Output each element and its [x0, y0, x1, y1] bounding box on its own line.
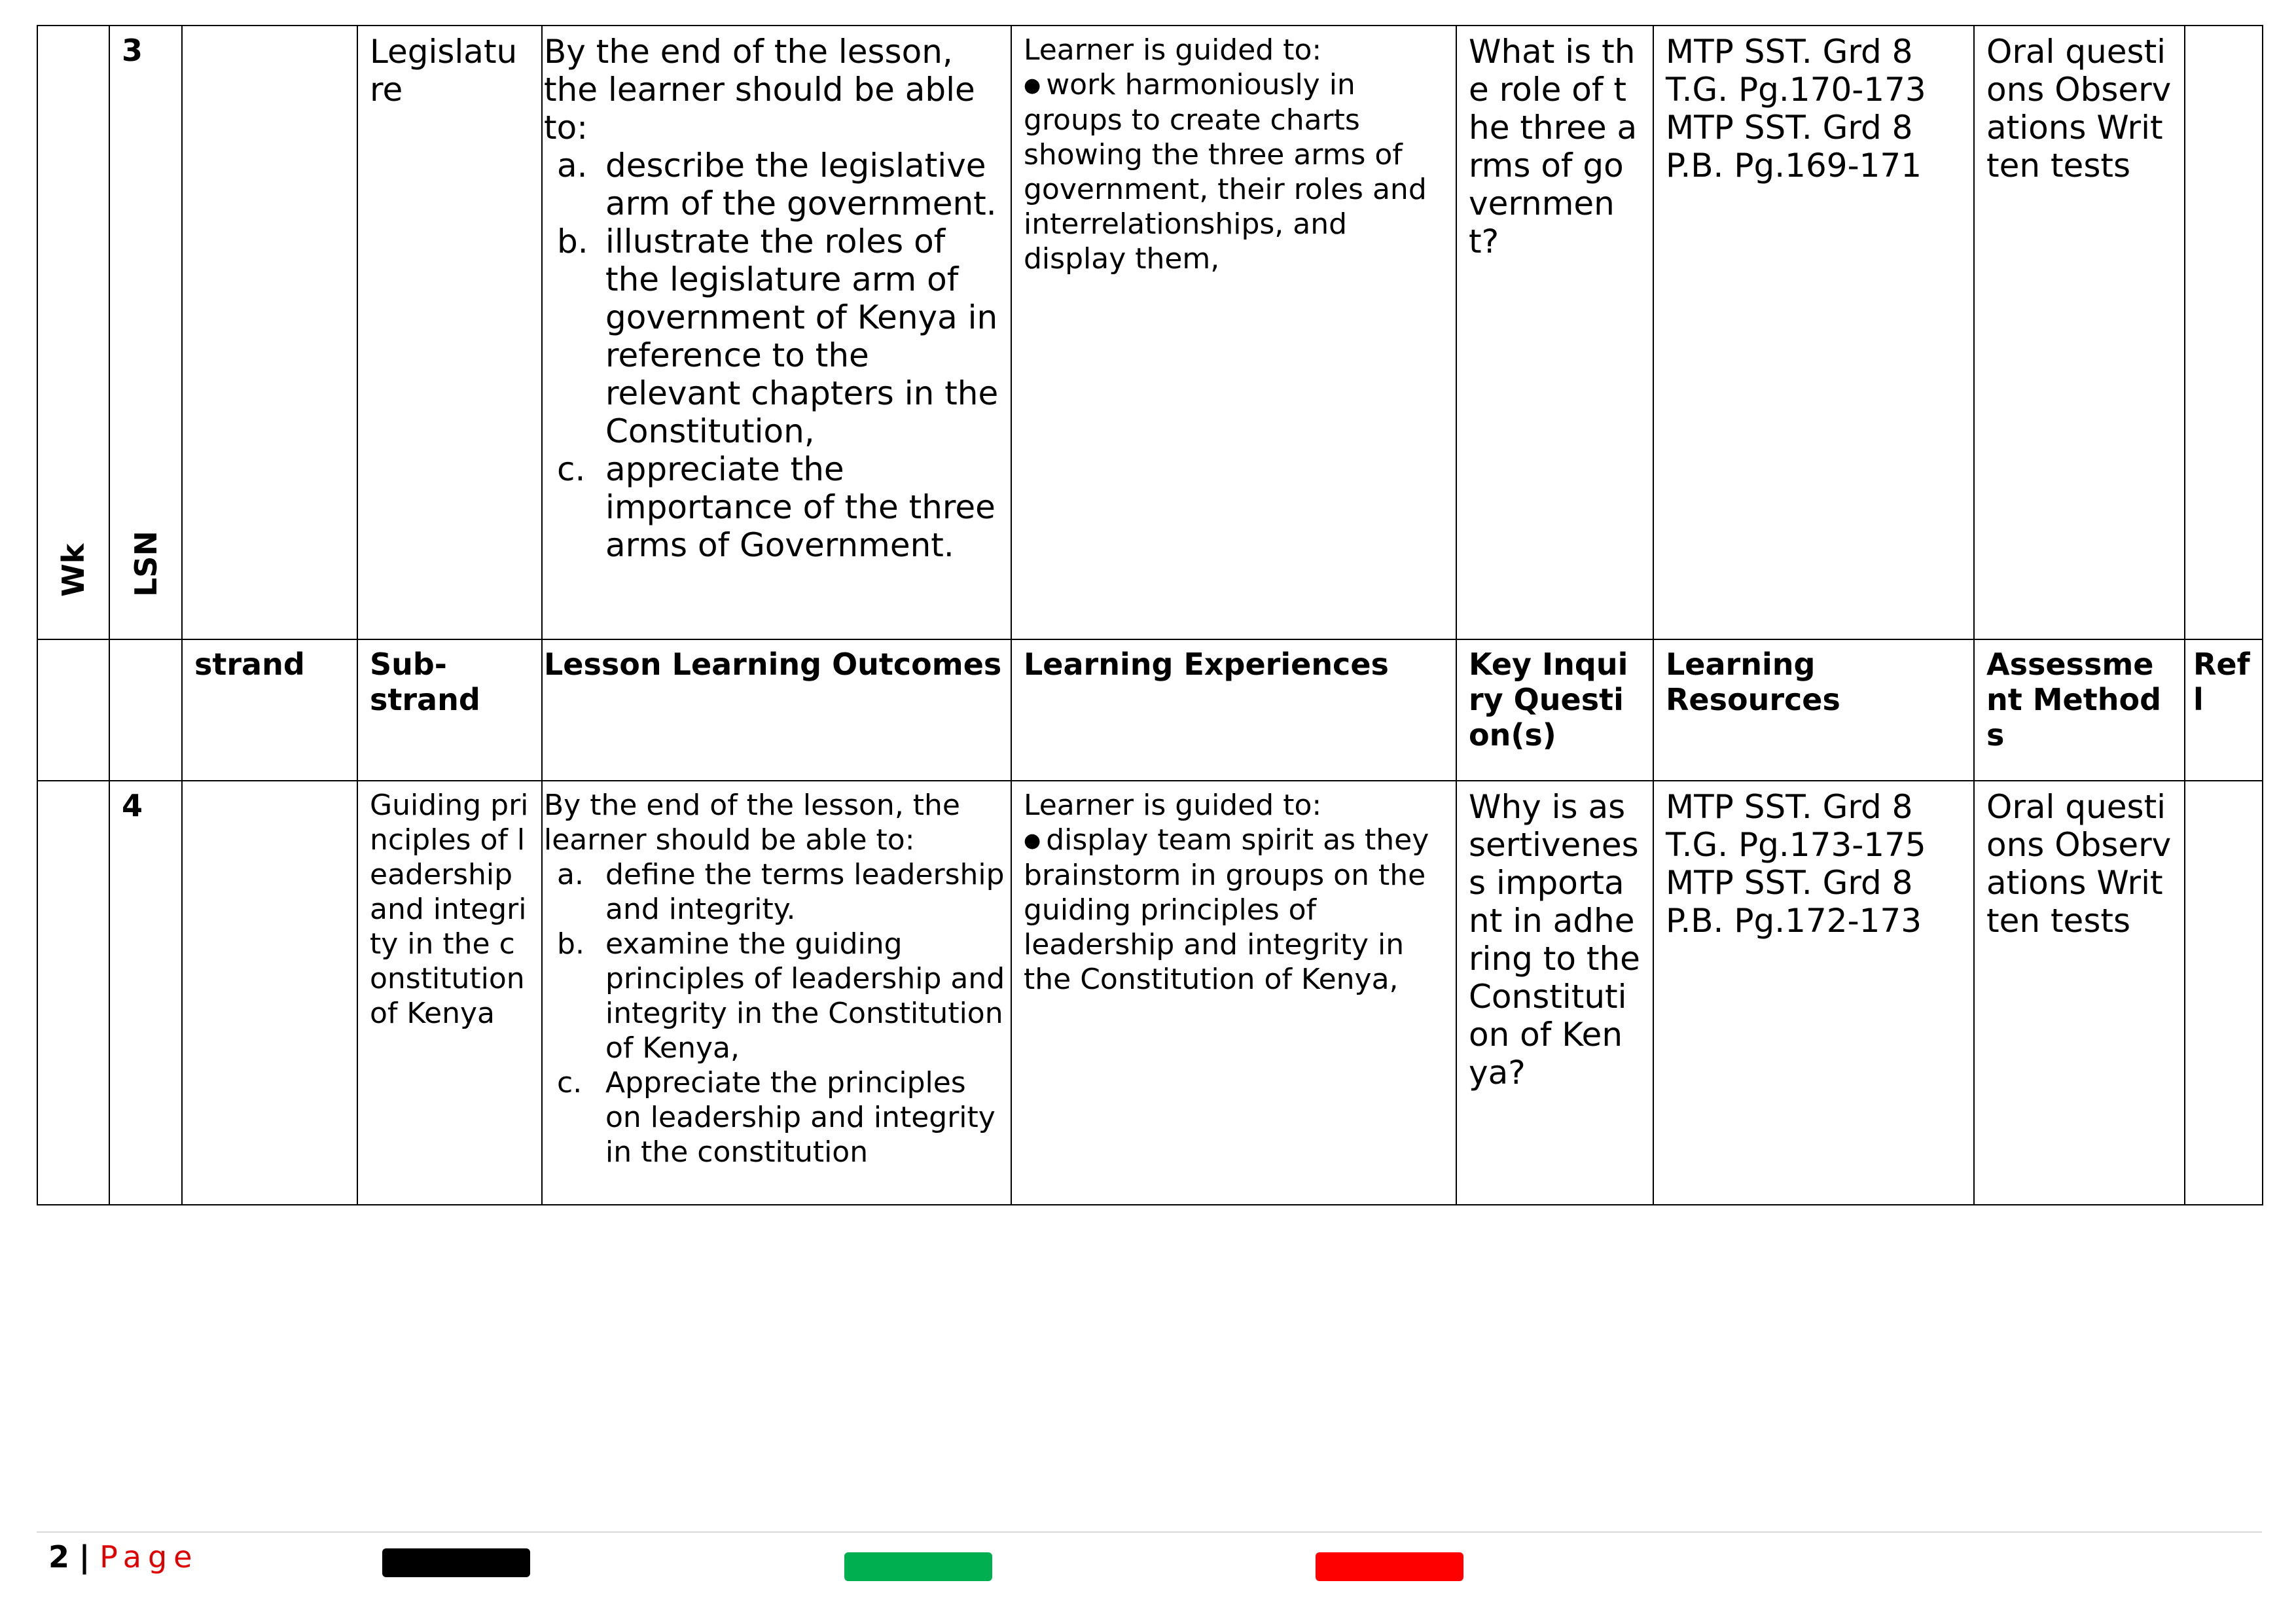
table-header-row	[37, 639, 2263, 781]
outcome-item: illustrate the roles of the legislature arm of government of Kenya in reference to the relevant chapters in the Constitution,	[605, 223, 999, 450]
header-resources-label: Learning Resources	[1666, 647, 1840, 717]
bullet-icon: ●	[1024, 74, 1041, 97]
bullet-icon: ●	[1024, 829, 1041, 852]
header-experiences	[1011, 639, 1456, 781]
header-outcomes-label: Lesson Learning Outcomes	[544, 647, 1002, 682]
cell-reflection	[2185, 26, 2263, 639]
reflection-text	[2185, 781, 2262, 796]
key-question-text: What is the role of the three arms of government?	[1469, 33, 1638, 260]
lesson-number: 4	[122, 788, 143, 823]
outcomes-intro: By the end of the lesson, the learner should be able to:	[544, 789, 961, 857]
footer-divider	[37, 1531, 2262, 1533]
header-assessment	[1974, 639, 2185, 781]
cell-strand	[182, 781, 357, 1205]
cell-assessment	[1974, 781, 2185, 1205]
header-lsn-label: LSN	[128, 531, 164, 597]
cell-key-question	[1456, 781, 1653, 1205]
strand-text	[183, 26, 357, 41]
header-reflection	[2185, 639, 2263, 781]
outcome-item: Appreciate the principles on leadership and integrity in the constitution	[605, 1066, 996, 1169]
reflection-text	[2185, 26, 2262, 41]
footer-separator: |	[79, 1539, 90, 1575]
sub-strand-text: Legislature	[370, 33, 518, 109]
cell-strand	[182, 26, 357, 639]
cell-outcomes	[542, 781, 1011, 1205]
outcomes-list	[544, 857, 1005, 1169]
header-key-question	[1456, 639, 1653, 781]
header-strand	[182, 639, 357, 781]
cell-key-question	[1456, 26, 1653, 639]
experience-item	[1024, 823, 1444, 997]
experiences-list	[1024, 67, 1444, 276]
footer-bar-green	[844, 1552, 992, 1581]
page-number: 2	[48, 1539, 70, 1575]
page-label: Page	[99, 1539, 199, 1575]
header-week-label: Wk	[56, 543, 91, 597]
cell-sub-strand	[357, 26, 542, 639]
header-resources	[1653, 639, 1974, 781]
outcomes-intro: By the end of the lesson, the learner should be able to:	[544, 33, 975, 147]
footer-bar-red	[1316, 1552, 1463, 1581]
cell-resources	[1653, 26, 1974, 639]
outcome-item: appreciate the importance of the three arms of Government.	[605, 450, 996, 564]
lesson-number: 3	[122, 33, 143, 68]
header-key-question-label: Key Inquiry Question(s)	[1469, 647, 1628, 753]
page-footer	[48, 1538, 198, 1576]
header-sub-strand	[357, 639, 542, 781]
cell-week	[37, 781, 109, 1205]
outcomes-list	[544, 147, 1005, 564]
header-reflection-label: Refl	[2193, 647, 2250, 717]
cell-outcomes	[542, 26, 1011, 639]
header-experiences-label: Learning Experiences	[1024, 647, 1389, 682]
key-question-text: Why is assertiveness important in adhering to the Constitution of Kenya?	[1469, 788, 1640, 1092]
header-outcomes	[542, 639, 1011, 781]
cell-sub-strand	[357, 781, 542, 1205]
experience-item	[1024, 67, 1444, 276]
strand-text	[183, 781, 357, 796]
experience-text: display team spirit as they brainstorm in groups on the guiding principles of leadership and integrity in the Constitution of Kenya,	[1024, 823, 1429, 996]
table-row-lesson-4	[37, 781, 2263, 1205]
resources-text: MTP SST. Grd 8 T.G. Pg.170-173 MTP SST. Grd 8 P.B. Pg.169-171	[1666, 33, 1926, 185]
cell-experiences	[1011, 781, 1456, 1205]
outcome-item: examine the guiding principles of leadership and integrity in the Constitution of Kenya,	[605, 927, 1005, 1065]
header-sub-strand-label: Sub-strand	[370, 647, 480, 717]
experiences-intro: Learner is guided to:	[1024, 33, 1322, 67]
header-assessment-label: Assessment Methods	[1986, 647, 2161, 753]
experience-text: work harmoniously in groups to create charts showing the three arms of government, their roles and interrelationships, and display them,	[1024, 68, 1427, 276]
experiences-intro: Learner is guided to:	[1024, 789, 1322, 822]
cell-resources	[1653, 781, 1974, 1205]
cell-experiences	[1011, 26, 1456, 639]
assessment-text: Oral questions Observations Written tests	[1986, 788, 2172, 940]
cell-reflection	[2185, 781, 2263, 1205]
assessment-text: Oral questions Observations Written tests	[1986, 33, 2172, 185]
cell-lsn	[109, 781, 182, 1205]
table-row-lesson-3	[37, 26, 2263, 639]
header-strand-label: strand	[194, 647, 305, 682]
resources-text: MTP SST. Grd 8 T.G. Pg.173-175 MTP SST. Grd 8 P.B. Pg.172-173	[1666, 788, 1926, 940]
header-week	[37, 543, 109, 781]
sub-strand-text: Guiding principles of leadership and integrity in the constitution of Kenya	[370, 789, 529, 1030]
outcome-item: define the terms leadership and integrity.	[605, 858, 1005, 926]
experiences-list	[1024, 823, 1444, 997]
footer-bar-black	[382, 1548, 530, 1577]
cell-assessment	[1974, 26, 2185, 639]
header-lsn	[109, 531, 182, 781]
scheme-of-work-table	[37, 25, 2263, 1205]
outcome-item: describe the legislative arm of the government.	[605, 147, 997, 223]
